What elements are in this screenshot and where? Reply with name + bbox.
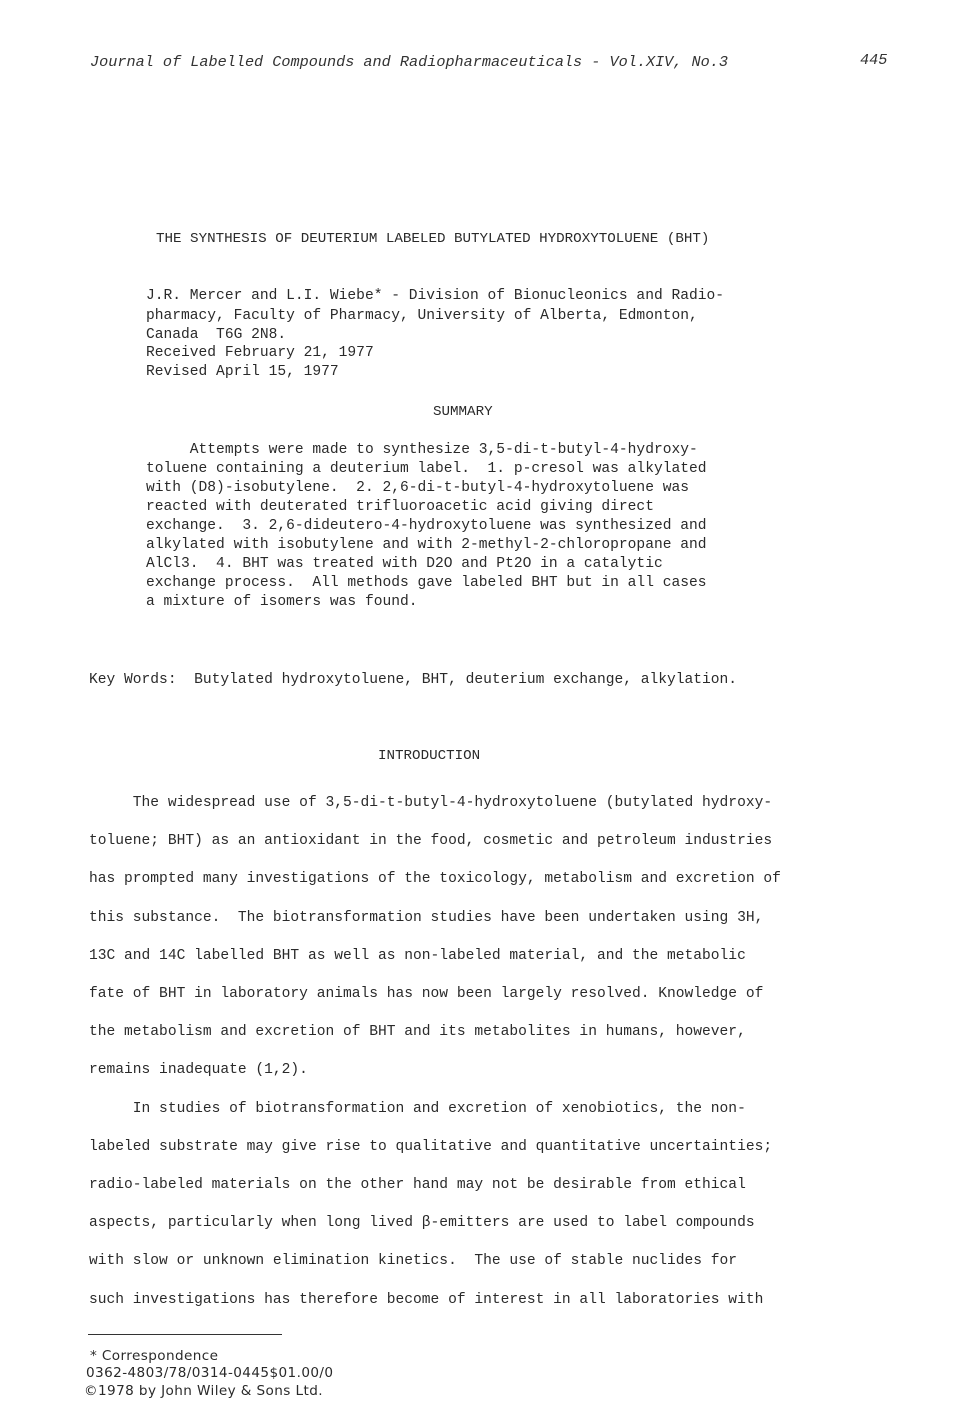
summary-line: with (D8)-isobutylene. 2. 2,6-di-t-butyl-4-hydroxytoluene was [146,480,689,496]
author-line: Canada T6G 2N8. [146,327,287,343]
summary-line: alkylated with isobutylene and with 2-methyl-2-chloropropane and [146,537,707,553]
intro-line: The widespread use of 3,5-di-t-butyl-4-hydroxytoluene (butylated hydroxy- [89,795,773,811]
footnote-copyright: ©1978 by John Wiley & Sons Ltd. [84,1383,323,1399]
footnote-rule [88,1334,282,1335]
summary-line: a mixture of isomers was found. [146,594,418,610]
intro-line: toluene; BHT) as an antioxidant in the food, cosmetic and petroleum industries [89,833,773,850]
footnote-code: 0362-4803/78/0314-0445$01.00/0 [86,1365,334,1381]
summary-line: Attempts were made to synthesize 3,5-di-t-butyl-4-hydroxy- [146,442,698,458]
intro-line: fate of BHT in laboratory animals has now been largely resolved. Knowledge of [89,986,764,1002]
intro-line: radio-labeled materials on the other hand may not be desirable from ethical [89,1177,746,1193]
author-line: pharmacy, Faculty of Pharmacy, University of Alberta, Edmonton, [146,307,698,324]
intro-line: with slow or unknown elimination kinetics. The use of stable nuclides for [89,1253,738,1270]
summary-line: toluene containing a deuterium label. 1. p-cresol was alkylated [146,461,707,477]
intro-line: this substance. The biotransformation studies have been undertaken using 3H, [89,909,764,926]
intro-line: has prompted many investigations of the toxicology, metabolism and excretion of [89,871,781,888]
intro-line: such investigations has therefore become of interest in all laboratories with [89,1291,764,1308]
intro-line: remains inadequate (1,2). [89,1062,308,1079]
paper-title: THE SYNTHESIS OF DEUTERIUM LABELED BUTYLATED HYDROXYTOLUENE (BHT) [156,231,710,247]
summary-line: AlCl3. 4. BHT was treated with D2O and Pt2O in a catalytic [146,556,663,572]
intro-line: aspects, particularly when long lived β-emitters are used to label compounds [89,1215,755,1232]
intro-line: 13C and 14C labelled BHT as well as non-labeled material, and the metabolic [89,947,746,964]
intro-line: the metabolism and excretion of BHT and its metabolites in humans, however, [89,1024,746,1041]
received-date: Received February 21, 1977 [146,345,374,361]
intro-line: labeled substrate may give rise to qualitative and quantitative uncertainties; [89,1138,773,1155]
page-number: 445 [860,51,888,69]
keywords: Key Words: Butylated hydroxytoluene, BHT, deuterium exchange, alkylation. [89,672,738,688]
summary-heading: SUMMARY [433,404,493,420]
footnote-correspondence: * Correspondence [90,1348,219,1364]
introduction-heading: INTRODUCTION [378,748,481,764]
author-line: J.R. Mercer and L.I. Wiebe* - Division of Bionucleonics and Radio- [146,288,725,304]
summary-line: exchange process. All methods gave labeled BHT but in all cases [146,575,707,591]
summary-line: reacted with deuterated trifluoroacetic acid giving direct [146,499,654,515]
revised-date: Revised April 15, 1977 [146,364,339,380]
journal-header: Journal of Labelled Compounds and Radiopharmaceuticals - Vol.XIV, No.3 [90,53,728,71]
summary-line: exchange. 3. 2,6-dideutero-4-hydroxytoluene was synthesized and [146,518,707,534]
intro-line: In studies of biotransformation and excretion of xenobiotics, the non- [89,1100,746,1117]
